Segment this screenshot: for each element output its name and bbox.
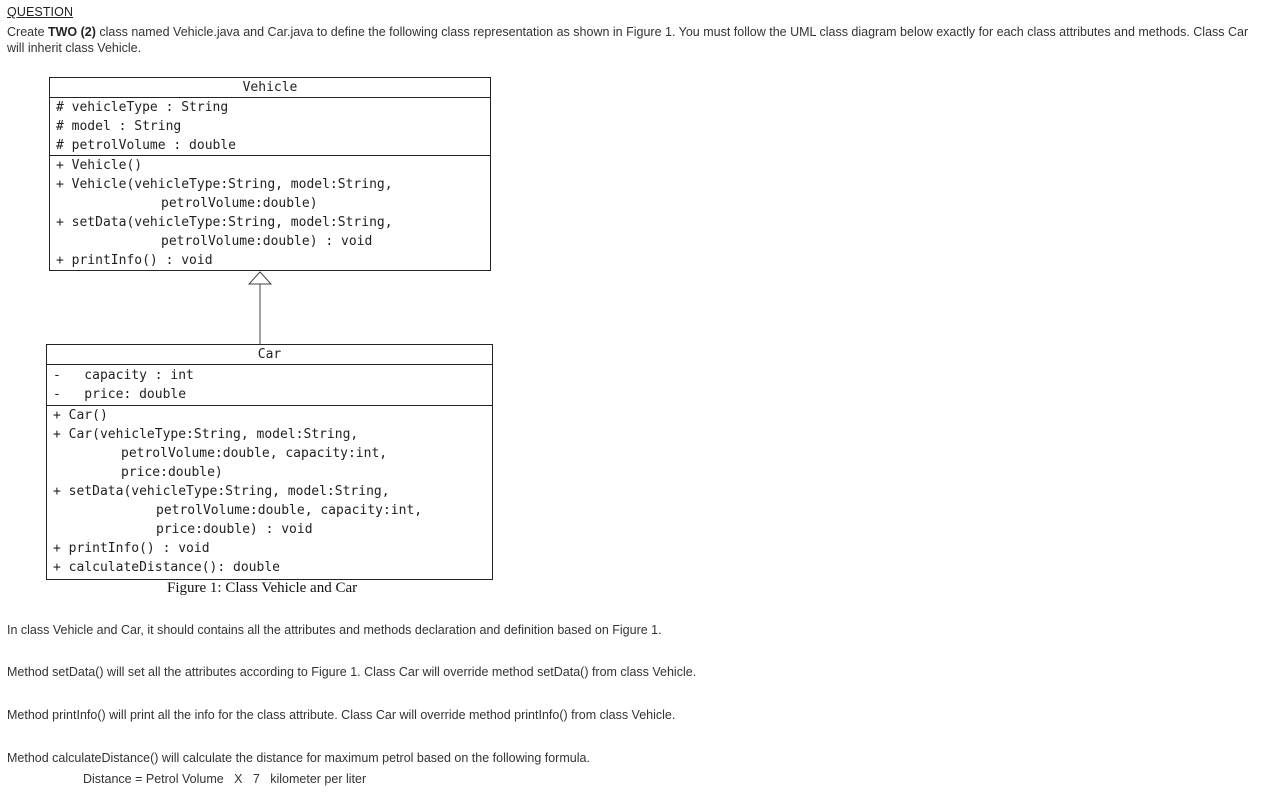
car-method-setdata-cont2: price:double) : void	[156, 522, 313, 537]
paragraph-setdata: Method setData() will set all the attributes according to Figure 1. Class Car will override method setData() from class Vehicle.	[7, 665, 697, 679]
car-method-calculatedistance: + calculateDistance(): double	[53, 560, 280, 575]
intro-text	[7, 25, 1255, 56]
vehicle-attr-model: # model : String	[56, 119, 182, 134]
car-attr-capacity: - capacity : int	[53, 368, 194, 383]
car-method-printinfo: + printInfo() : void	[53, 541, 210, 556]
vehicle-method-constructor: + Vehicle(vehicleType:String, model:String,	[56, 177, 393, 192]
question-heading: QUESTION	[7, 5, 74, 19]
vehicle-method-setdata-cont: petrolVolume:double) : void	[161, 234, 373, 249]
vehicle-method-default-constructor: + Vehicle()	[56, 158, 143, 173]
car-method-default-constructor: + Car()	[53, 408, 108, 423]
distance-formula: Distance = Petrol Volume X 7 kilometer per liter	[83, 772, 367, 786]
intro-suffix: class named Vehicle.java and Car.java to define the following class representation as shown in Figure 1. You must follow the UML class diagram below exactly for each class attributes and methods. Class Car will inherit class Vehicle.	[7, 25, 1249, 55]
car-method-setdata-cont1: petrolVolume:double, capacity:int,	[156, 503, 423, 518]
intro-prefix: Create	[7, 25, 48, 39]
inheritance-arrow	[240, 268, 280, 346]
inheritance-arrowhead	[249, 272, 271, 284]
vehicle-attr-vehicletype: # vehicleType : String	[56, 100, 229, 115]
vehicle-class-name: Vehicle	[242, 80, 298, 95]
paragraph-declarations: In class Vehicle and Car, it should contains all the attributes and methods declaration and definition based on Figure 1.	[7, 623, 662, 637]
intro-bold: TWO (2)	[48, 25, 96, 39]
figure-caption: Figure 1: Class Vehicle and Car	[167, 580, 358, 596]
car-class-name: Car	[257, 347, 282, 362]
paragraph-calculatedistance: Method calculateDistance() will calculate the distance for maximum petrol based on the following formula.	[7, 751, 590, 765]
vehicle-method-constructor-cont: petrolVolume:double)	[161, 196, 318, 211]
vehicle-method-printinfo: + printInfo() : void	[56, 253, 213, 268]
car-method-constructor-cont1: petrolVolume:double, capacity:int,	[121, 446, 388, 461]
vehicle-class-box	[49, 77, 491, 271]
vehicle-method-setdata: + setData(vehicleType:String, model:String,	[56, 215, 393, 230]
car-method-setdata: + setData(vehicleType:String, model:String,	[53, 484, 390, 499]
car-attr-price: - price: double	[53, 387, 187, 402]
car-method-constructor: + Car(vehicleType:String, model:String,	[53, 427, 359, 442]
vehicle-attr-petrolvolume: # petrolVolume : double	[56, 138, 237, 153]
car-method-constructor-cont2: price:double)	[121, 465, 223, 480]
paragraph-printinfo: Method printInfo() will print all the info for the class attribute. Class Car will override method printInfo() from class Vehicle.	[7, 708, 676, 722]
car-class-box	[46, 344, 493, 580]
